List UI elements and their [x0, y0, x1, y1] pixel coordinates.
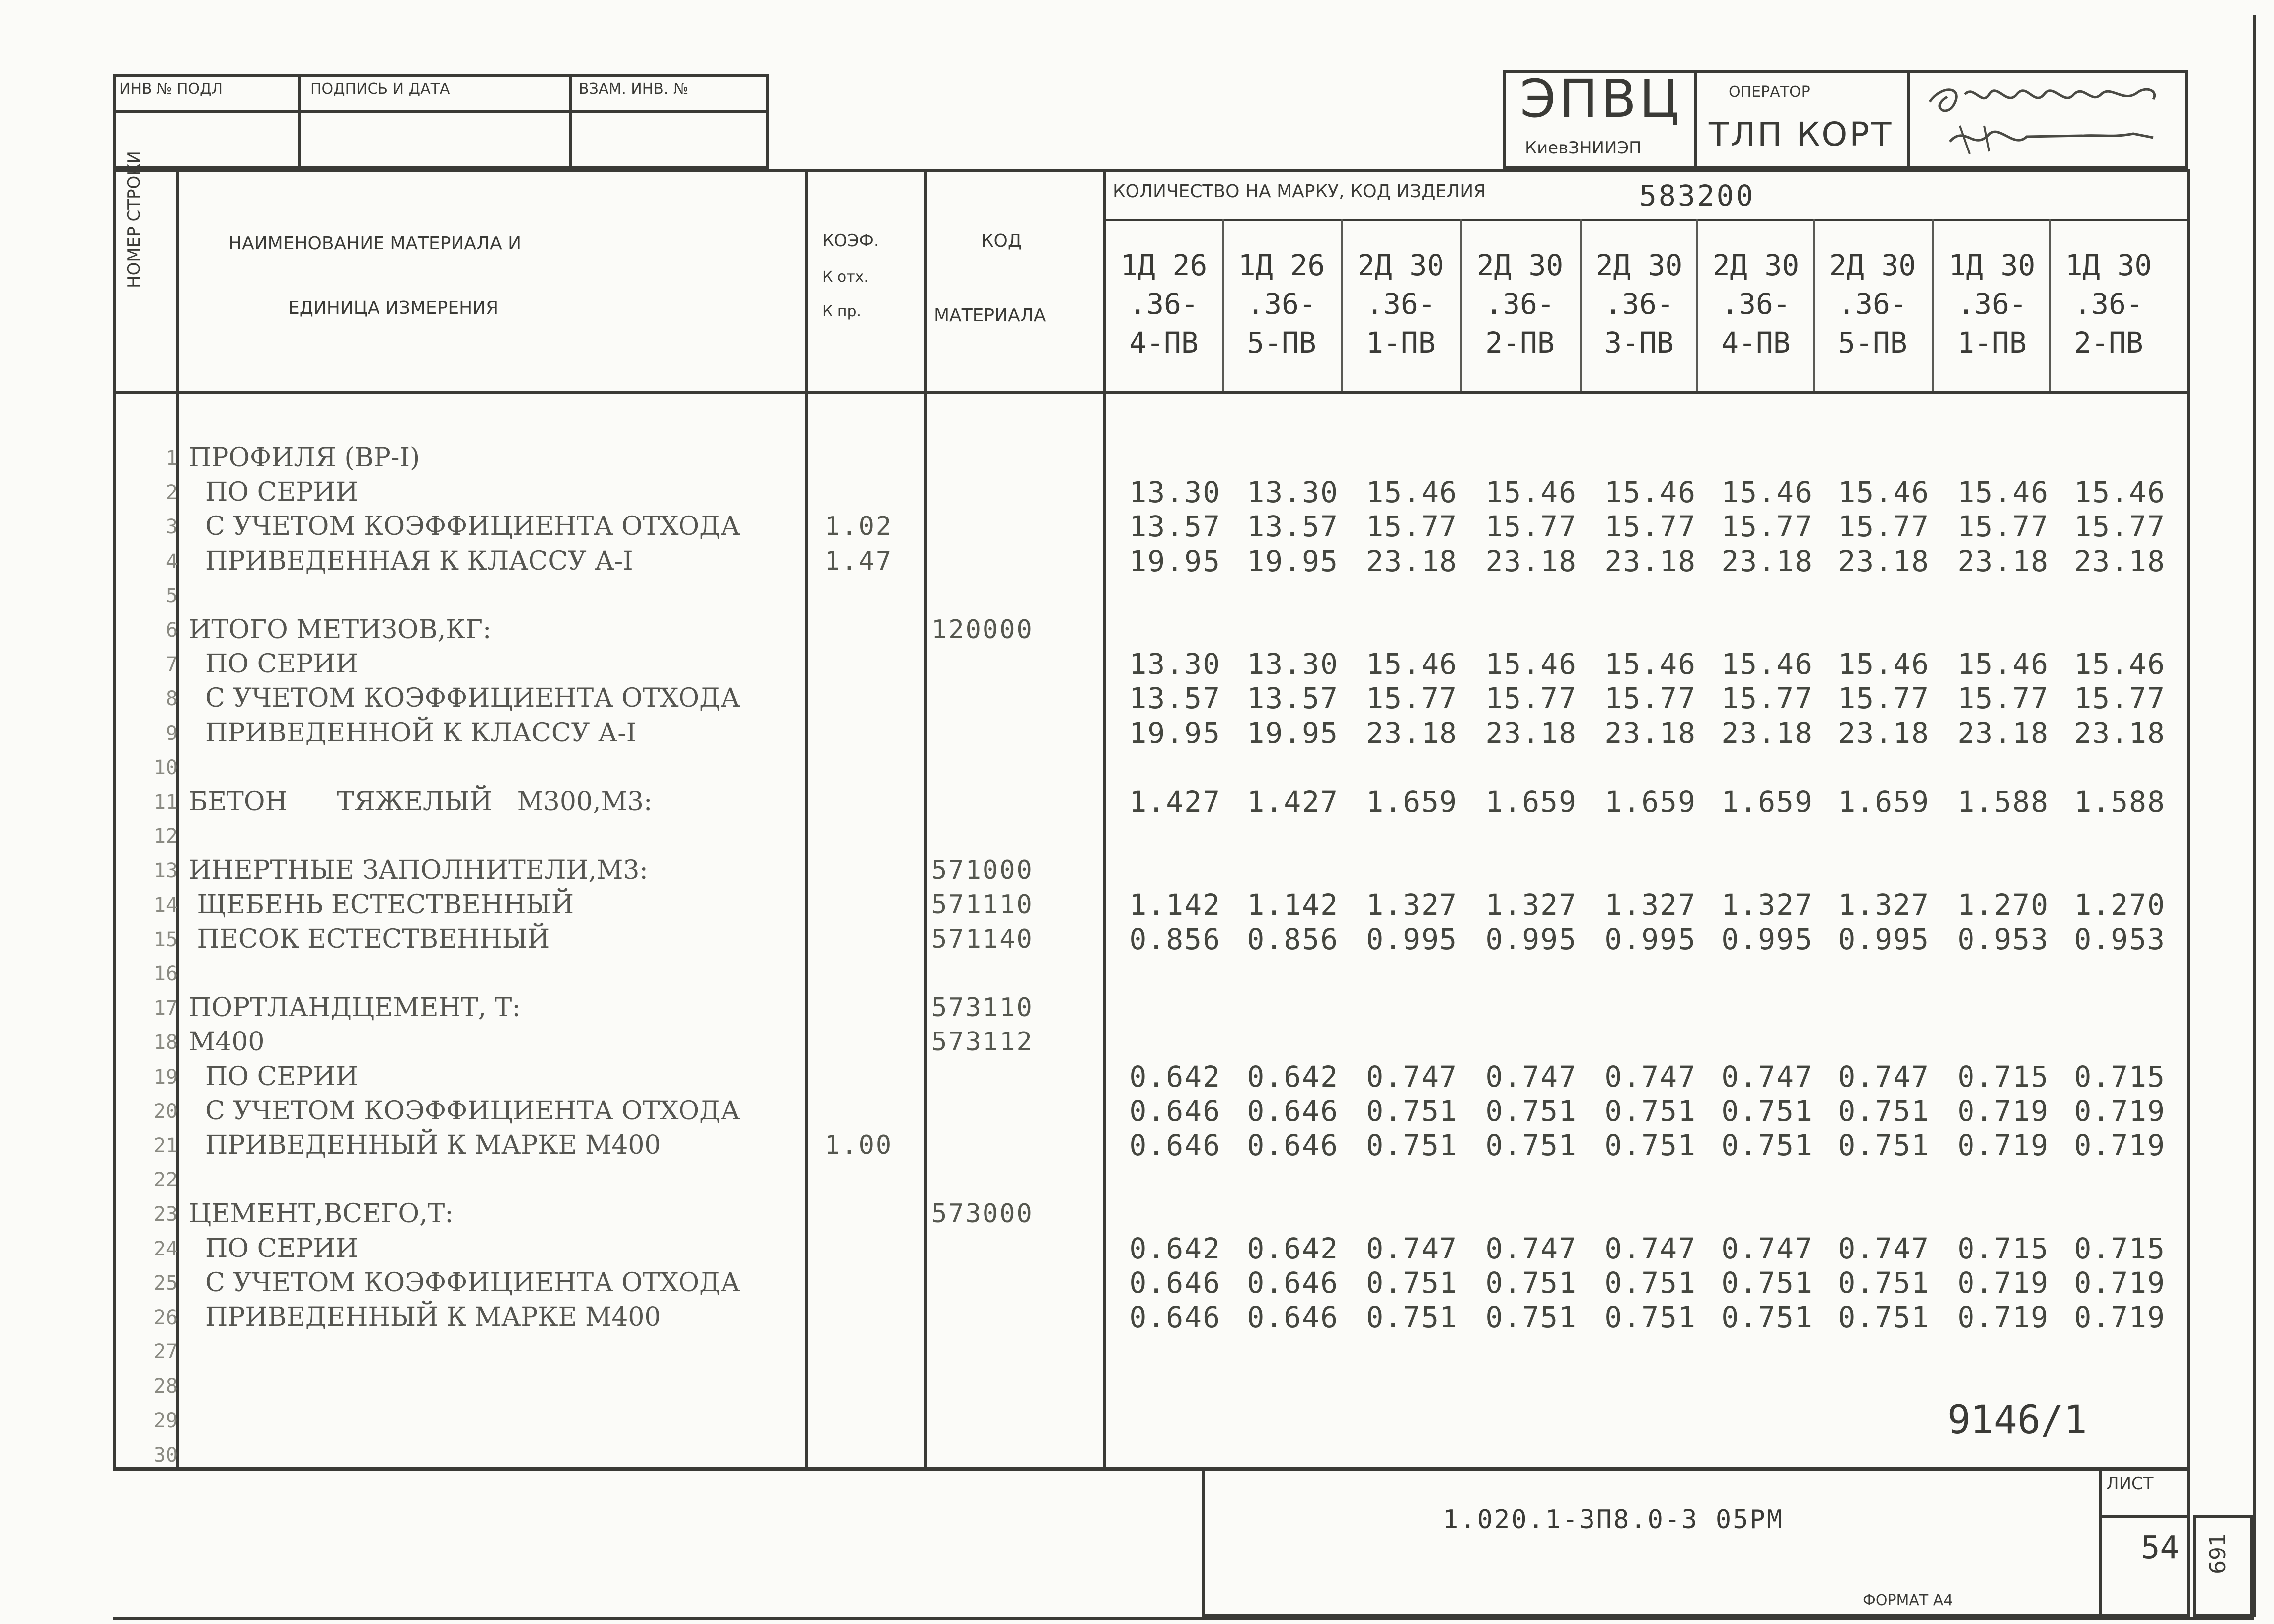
row-number: 25: [153, 1272, 178, 1295]
quantity-cell: 0.751: [1485, 1094, 1577, 1128]
quantity-cell: 0.751: [1485, 1300, 1577, 1334]
quantity-cell: 15.46: [1366, 475, 1458, 509]
stamp-inv-podl: ИНВ № ПОДЛ: [119, 80, 223, 98]
qty-header: КОЛИЧЕСТВО НА МАРКУ, КОД ИЗДЕЛИЯ: [1113, 181, 1486, 202]
quantity-cell: 1.659: [1721, 785, 1813, 818]
quantity-cell: 0.747: [1838, 1060, 1930, 1094]
mark-line: 2Д 30: [1595, 248, 1683, 282]
row-number: 6: [165, 619, 178, 642]
material-name: ПО СЕРИИ: [189, 477, 358, 507]
quantity-cell: 15.77: [1366, 510, 1458, 543]
mark-line: 1-ПВ: [1366, 326, 1436, 360]
material-name: ПО СЕРИИ: [189, 1234, 358, 1263]
quantity-cell: 13.30: [1129, 475, 1221, 509]
row-number: 11: [153, 791, 178, 813]
mark-header: [1935, 246, 2049, 362]
quantity-cell: 0.747: [1721, 1232, 1813, 1265]
quantity-cell: 23.18: [1721, 716, 1813, 750]
quantity-cell: 15.77: [1485, 510, 1577, 543]
quantity-cell: 0.751: [1838, 1300, 1930, 1334]
quantity-cell: 15.46: [2074, 647, 2166, 681]
quantity-cell: 0.719: [1957, 1094, 2049, 1128]
quantity-cell: 15.46: [1721, 647, 1813, 681]
mark-line: 1Д 26: [1120, 248, 1208, 282]
quantity-cell: 15.77: [1485, 681, 1577, 715]
mark-divider: [1696, 219, 1698, 391]
mark-line: 1Д 30: [2065, 248, 2152, 282]
quantity-cell: 19.95: [1129, 544, 1221, 578]
org-divider: [1907, 70, 1910, 169]
quantity-cell: 0.719: [1957, 1300, 2049, 1334]
mark-header: [2051, 246, 2166, 362]
quantity-cell: 0.715: [2074, 1232, 2166, 1265]
format-label: ФОРМАТ А4: [1863, 1592, 1953, 1609]
row-number: 15: [153, 928, 178, 951]
quantity-cell: 0.751: [1838, 1094, 1930, 1128]
quantity-cell: 23.18: [2074, 716, 2166, 750]
material-name: ЩЕБЕНЬ ЕСТЕСТВЕННЫЙ: [189, 890, 574, 920]
quantity-cell: 0.646: [1247, 1266, 1339, 1300]
quantity-cell: 0.751: [1721, 1094, 1813, 1128]
quantity-cell: 0.719: [2074, 1094, 2166, 1128]
material-name: С УЧЕТОМ КОЭФФИЦИЕНТА ОТХОДА: [189, 1096, 740, 1126]
mark-line: 1-ПВ: [1957, 326, 2027, 360]
row-number: 14: [153, 894, 178, 917]
mark-divider: [1460, 219, 1462, 391]
material-name: ПО СЕРИИ: [189, 649, 358, 679]
org-divider: [1694, 70, 1697, 169]
mark-line: 2Д 30: [1357, 248, 1444, 282]
row-number: 8: [165, 687, 178, 710]
col-divider: [924, 169, 927, 1470]
quantity-cell: 23.18: [1721, 544, 1813, 578]
quantity-cell: 15.77: [1838, 681, 1930, 715]
quantity-cell: 0.642: [1247, 1060, 1339, 1094]
coefficient: 1.47: [825, 546, 893, 576]
quantity-cell: 1.327: [1366, 888, 1458, 922]
quantity-cell: 23.18: [1604, 544, 1696, 578]
qty-header-divider: [1103, 219, 2190, 221]
mark-header: [1699, 246, 1813, 362]
quantity-cell: 0.715: [1957, 1232, 2049, 1265]
document-code: 1.020.1-3П8.0-3 05РМ: [1443, 1505, 1784, 1535]
quantity-cell: 0.953: [2074, 922, 2166, 956]
title-block: [1202, 1468, 2190, 1617]
row-number: 13: [153, 859, 178, 882]
row-number: 10: [153, 756, 178, 779]
quantity-cell: 23.18: [1366, 716, 1458, 750]
material-name: ПРОФИЛЯ (ВР-I): [189, 443, 420, 473]
quantity-cell: 0.751: [1604, 1128, 1696, 1162]
row-number: 24: [153, 1238, 178, 1260]
mark-line: 2-ПВ: [2074, 326, 2143, 360]
material-name: ПРИВЕДЕННАЯ К КЛАССУ А-I: [189, 546, 633, 576]
mark-line: .36-: [1247, 287, 1316, 321]
quantity-cell: 0.751: [1838, 1266, 1930, 1300]
mark-divider: [1580, 219, 1582, 391]
quantity-cell: 15.46: [1721, 475, 1813, 509]
quantity-cell: 13.57: [1129, 510, 1221, 543]
quantity-cell: 15.46: [1604, 647, 1696, 681]
material-name: С УЧЕТОМ КОЭФФИЦИЕНТА ОТХОДА: [189, 512, 740, 541]
quantity-cell: 1.588: [2074, 785, 2166, 818]
material-name: ПРИВЕДЕННЫЙ К МАРКЕ М400: [189, 1130, 661, 1160]
quantity-cell: 0.642: [1129, 1232, 1221, 1265]
quantity-cell: 15.77: [1604, 681, 1696, 715]
quantity-cell: 13.57: [1247, 681, 1339, 715]
quantity-cell: 1.427: [1129, 785, 1221, 818]
material-name: ЦЕМЕНТ,ВСЕГО,Т:: [189, 1199, 454, 1229]
quantity-cell: 23.18: [1485, 544, 1577, 578]
row-number: 17: [153, 997, 178, 1020]
quantity-cell: 0.995: [1366, 922, 1458, 956]
material-name: ИНЕРТНЫЕ ЗАПОЛНИТЕЛИ,М3:: [189, 855, 648, 885]
mark-line: 3-ПВ: [1604, 326, 1674, 360]
coef-header-3: К пр.: [822, 303, 862, 320]
quantity-cell: 15.46: [1485, 475, 1577, 509]
row-number: 20: [153, 1100, 178, 1123]
material-name: С УЧЕТОМ КОЭФФИЦИЕНТА ОТХОДА: [189, 683, 740, 713]
quantity-cell: 0.642: [1247, 1232, 1339, 1265]
quantity-cell: 23.18: [1604, 716, 1696, 750]
mark-divider: [1341, 219, 1343, 391]
material-name: ИТОГО МЕТИЗОВ,КГ:: [189, 615, 492, 645]
quantity-cell: 15.46: [1838, 647, 1930, 681]
quantity-cell: 1.588: [1957, 785, 2049, 818]
quantity-cell: 0.646: [1129, 1094, 1221, 1128]
side-mark: 691: [2205, 1533, 2231, 1574]
mark-line: .36-: [1957, 287, 2027, 321]
quantity-cell: 15.46: [1604, 475, 1696, 509]
code-header-1: КОД: [981, 231, 1022, 251]
material-name: ПЕСОК ЕСТЕСТВЕННЫЙ: [189, 924, 550, 954]
row-number: 4: [165, 550, 178, 573]
quantity-cell: 0.747: [1485, 1232, 1577, 1265]
quantity-cell: 0.719: [1957, 1266, 2049, 1300]
quantity-cell: 0.751: [1721, 1128, 1813, 1162]
row-number: 21: [153, 1134, 178, 1157]
quantity-cell: 0.719: [1957, 1128, 2049, 1162]
operator-label: ОПЕРАТОР: [1729, 83, 1810, 101]
coefficient: 1.00: [825, 1130, 893, 1160]
quantity-cell: 0.747: [1721, 1060, 1813, 1094]
quantity-cell: 1.270: [1957, 888, 2049, 922]
quantity-cell: 0.751: [1604, 1266, 1696, 1300]
mark-line: 4-ПВ: [1721, 326, 1791, 360]
quantity-cell: 0.646: [1129, 1128, 1221, 1162]
quantity-cell: 0.715: [1957, 1060, 2049, 1094]
quantity-cell: 0.751: [1721, 1300, 1813, 1334]
quantity-cell: 0.751: [1366, 1094, 1458, 1128]
quantity-cell: 0.747: [1604, 1060, 1696, 1094]
quantity-cell: 1.327: [1838, 888, 1930, 922]
mark-line: 2Д 30: [1829, 248, 1916, 282]
mark-header: [1224, 246, 1339, 362]
quantity-cell: 0.995: [1838, 922, 1930, 956]
quantity-cell: 1.659: [1366, 785, 1458, 818]
row-number: 12: [153, 825, 178, 848]
mark-line: 2-ПВ: [1485, 326, 1555, 360]
product-code: 583200: [1639, 179, 1755, 213]
signature-image: [1920, 72, 2178, 164]
row-number: 29: [153, 1409, 178, 1432]
mark-divider: [2049, 219, 2051, 391]
quantity-cell: 1.270: [2074, 888, 2166, 922]
col-divider: [805, 169, 808, 1470]
row-number: 23: [153, 1203, 178, 1226]
mark-line: 5-ПВ: [1838, 326, 1907, 360]
quantity-cell: 15.77: [1721, 681, 1813, 715]
row-number: 27: [153, 1340, 178, 1363]
quantity-cell: 0.747: [1366, 1060, 1458, 1094]
quantity-cell: 1.659: [1604, 785, 1696, 818]
mark-line: 2Д 30: [1476, 248, 1564, 282]
sheet-label: ЛИСТ: [2106, 1474, 2154, 1494]
row-number: 2: [165, 481, 178, 504]
bottom-edge-line: [113, 1617, 2254, 1620]
stamp-divider: [113, 110, 769, 113]
quantity-cell: 15.77: [2074, 510, 2166, 543]
row-number: 16: [153, 962, 178, 985]
org-subname: КиевЗНИИЭП: [1525, 138, 1642, 158]
row-number: 19: [153, 1066, 178, 1089]
material-code: 571140: [931, 924, 1034, 954]
mark-line: .36-: [1721, 287, 1791, 321]
quantity-cell: 19.95: [1247, 544, 1339, 578]
quantity-cell: 0.646: [1247, 1094, 1339, 1128]
quantity-cell: 0.747: [1604, 1232, 1696, 1265]
mark-line: 1Д 30: [1948, 248, 2036, 282]
quantity-cell: 0.646: [1129, 1266, 1221, 1300]
material-code: 573110: [931, 993, 1034, 1023]
quantity-cell: 1.327: [1721, 888, 1813, 922]
quantity-cell: 15.77: [1957, 681, 2049, 715]
right-edge-line: [2253, 15, 2256, 1617]
quantity-cell: 1.327: [1485, 888, 1577, 922]
quantity-cell: 0.646: [1247, 1300, 1339, 1334]
quantity-cell: 0.646: [1247, 1128, 1339, 1162]
quantity-cell: 15.77: [2074, 681, 2166, 715]
col-divider: [1103, 169, 1106, 1470]
sheet-number: 54: [2141, 1530, 2180, 1566]
mark-divider: [1813, 219, 1815, 391]
quantity-cell: 1.659: [1838, 785, 1930, 818]
mark-header: [1816, 246, 1930, 362]
title-divider: [2099, 1468, 2102, 1617]
quantity-cell: 23.18: [1957, 544, 2049, 578]
material-name: ПРИВЕДЕННЫЙ К МАРКЕ М400: [189, 1302, 661, 1332]
quantity-cell: 0.995: [1485, 922, 1577, 956]
mark-line: 2Д 30: [1712, 248, 1800, 282]
quantity-cell: 15.77: [1957, 510, 2049, 543]
quantity-cell: 19.95: [1247, 716, 1339, 750]
material-name: ПО СЕРИИ: [189, 1062, 358, 1092]
quantity-cell: 15.77: [1721, 510, 1813, 543]
row-number: 5: [165, 585, 178, 607]
quantity-cell: 0.751: [1485, 1128, 1577, 1162]
quantity-cell: 0.715: [2074, 1060, 2166, 1094]
mark-line: 4-ПВ: [1129, 326, 1199, 360]
quantity-cell: 23.18: [1366, 544, 1458, 578]
quantity-cell: 0.751: [1604, 1300, 1696, 1334]
row-number: 9: [165, 722, 178, 745]
mark-header: [1463, 246, 1577, 362]
sheet-ref: 9146/1: [1947, 1398, 2087, 1443]
material-code: 573000: [931, 1199, 1034, 1229]
quantity-cell: 0.856: [1129, 922, 1221, 956]
title-divider: [2099, 1515, 2190, 1518]
quantity-cell: 0.719: [2074, 1128, 2166, 1162]
material-name: С УЧЕТОМ КОЭФФИЦИЕНТА ОТХОДА: [189, 1268, 740, 1298]
material-name: ПОРТЛАНДЦЕМЕНТ, Т:: [189, 993, 521, 1023]
material-code: 120000: [931, 615, 1034, 645]
coef-header-1: КОЭФ.: [822, 231, 879, 251]
material-name: ПРИВЕДЕННОЙ К КЛАССУ А-I: [189, 718, 637, 748]
stamp-vzam-inv: ВЗАМ. ИНВ. №: [579, 80, 689, 98]
quantity-cell: 0.995: [1721, 922, 1813, 956]
mark-line: .36-: [1604, 287, 1674, 321]
quantity-cell: 0.751: [1366, 1266, 1458, 1300]
quantity-cell: 0.953: [1957, 922, 2049, 956]
quantity-cell: 13.30: [1247, 475, 1339, 509]
quantity-cell: 1.427: [1247, 785, 1339, 818]
mark-divider: [1222, 219, 1224, 391]
quantity-cell: 1.659: [1485, 785, 1577, 818]
mark-line: 1Д 26: [1238, 248, 1325, 282]
row-number: 18: [153, 1031, 178, 1054]
coefficient: 1.02: [825, 512, 893, 541]
quantity-cell: 13.57: [1129, 681, 1221, 715]
row-number-header: НОМЕР СТРОКИ: [124, 151, 144, 288]
row-number: 30: [153, 1444, 178, 1467]
quantity-cell: 1.327: [1604, 888, 1696, 922]
quantity-cell: 0.747: [1838, 1232, 1930, 1265]
row-number: 7: [165, 653, 178, 676]
mark-line: .36-: [1129, 287, 1199, 321]
coef-header-2: К отх.: [822, 268, 869, 286]
quantity-cell: 0.747: [1366, 1232, 1458, 1265]
quantity-cell: 15.77: [1366, 681, 1458, 715]
material-code: 573112: [931, 1027, 1034, 1057]
row-number: 3: [165, 516, 178, 538]
quantity-cell: 15.46: [1957, 475, 2049, 509]
stamp-divider: [298, 74, 301, 169]
quantity-cell: 0.719: [2074, 1266, 2166, 1300]
quantity-cell: 23.18: [1838, 716, 1930, 750]
quantity-cell: 13.57: [1247, 510, 1339, 543]
quantity-cell: 0.642: [1129, 1060, 1221, 1094]
row-number: 26: [153, 1306, 178, 1329]
mark-header: [1582, 246, 1696, 362]
quantity-cell: 19.95: [1129, 716, 1221, 750]
quantity-cell: 0.751: [1838, 1128, 1930, 1162]
quantity-cell: 0.747: [1485, 1060, 1577, 1094]
quantity-cell: 0.995: [1604, 922, 1696, 956]
quantity-cell: 15.77: [1604, 510, 1696, 543]
name-header-2: ЕДИНИЦА ИЗМЕРЕНИЯ: [288, 298, 499, 318]
row-number: 1: [165, 447, 178, 470]
quantity-cell: 1.142: [1247, 888, 1339, 922]
code-header-2: МАТЕРИАЛА: [934, 305, 1046, 326]
material-code: 571000: [931, 855, 1034, 885]
mark-header: [1107, 246, 1221, 362]
mark-line: .36-: [1366, 287, 1436, 321]
material-code: 571110: [931, 890, 1034, 920]
quantity-cell: 15.46: [2074, 475, 2166, 509]
mark-line: .36-: [1485, 287, 1555, 321]
quantity-cell: 0.646: [1129, 1300, 1221, 1334]
quantity-cell: 15.46: [1838, 475, 1930, 509]
quantity-cell: 15.77: [1838, 510, 1930, 543]
header-divider: [113, 391, 2190, 394]
operator-value: ТЛП КОРТ: [1709, 115, 1894, 153]
stamp-divider: [569, 74, 572, 169]
quantity-cell: 15.46: [1366, 647, 1458, 681]
quantity-cell: 0.751: [1604, 1094, 1696, 1128]
quantity-cell: 23.18: [1838, 544, 1930, 578]
quantity-cell: 0.856: [1247, 922, 1339, 956]
org-name: ЭПВЦ: [1520, 69, 1682, 129]
mark-divider: [1932, 219, 1934, 391]
row-number: 28: [153, 1375, 178, 1398]
quantity-cell: 13.30: [1129, 647, 1221, 681]
material-name: М400: [189, 1027, 265, 1057]
quantity-cell: 15.46: [1485, 647, 1577, 681]
material-name: БЕТОН ТЯЖЕЛЫЙ М300,М3:: [189, 787, 653, 816]
mark-header: [1344, 246, 1458, 362]
quantity-cell: 15.46: [1957, 647, 2049, 681]
mark-line: .36-: [1838, 287, 1907, 321]
stamp-podpis-data: ПОДПИСЬ И ДАТА: [310, 80, 450, 98]
quantity-cell: 0.719: [2074, 1300, 2166, 1334]
quantity-cell: 1.142: [1129, 888, 1221, 922]
quantity-cell: 23.18: [1957, 716, 2049, 750]
quantity-cell: 0.751: [1721, 1266, 1813, 1300]
quantity-cell: 0.751: [1366, 1128, 1458, 1162]
name-header-1: НАИМЕНОВАНИЕ МАТЕРИАЛА И: [228, 233, 522, 254]
quantity-cell: 0.751: [1366, 1300, 1458, 1334]
mark-line: 5-ПВ: [1247, 326, 1316, 360]
quantity-cell: 13.30: [1247, 647, 1339, 681]
quantity-cell: 23.18: [1485, 716, 1577, 750]
row-number: 22: [153, 1169, 178, 1191]
quantity-cell: 23.18: [2074, 544, 2166, 578]
quantity-cell: 0.751: [1485, 1266, 1577, 1300]
mark-line: .36-: [2074, 287, 2143, 321]
